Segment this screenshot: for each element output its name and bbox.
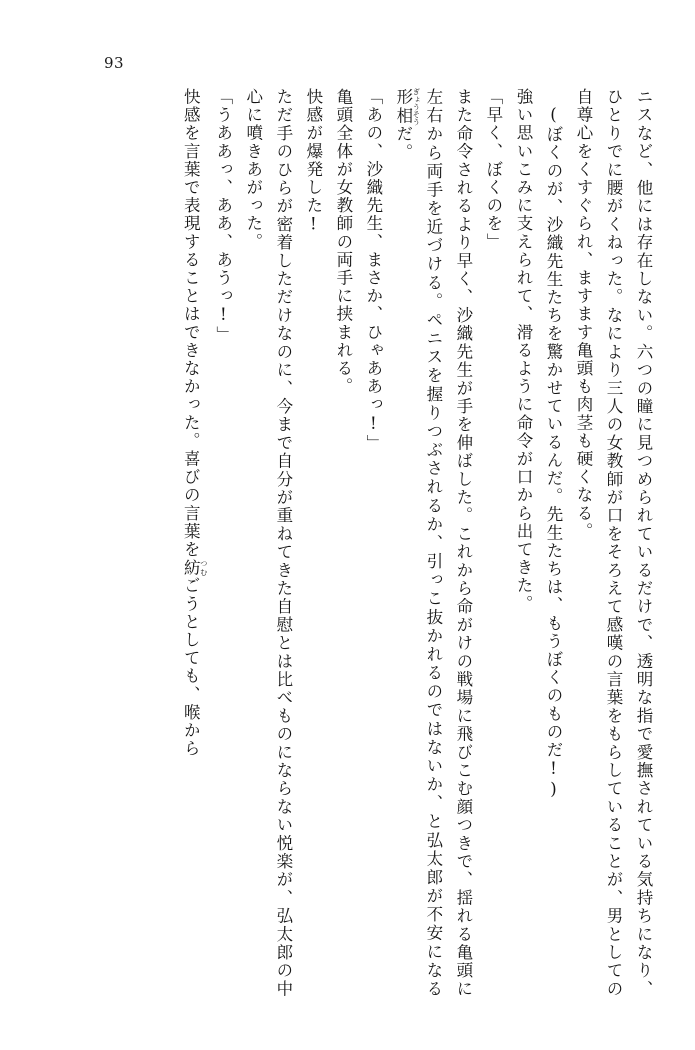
paragraph: 強い思いこみに支えられて、滑るように命令が口から出てきた。 [513,88,533,613]
page-body-text [40,88,658,998]
ruby-annotation: 紡 つむ [181,558,209,577]
paragraph: (ぼくのが、沙織先生たちを驚かせているんだ。先生たちは、もうぼくのものだ!) [543,104,563,800]
paragraph: 亀頭全体が女教師の両手に挟まれる。 [333,88,353,396]
paragraph-with-ruby: また命令されるより早く、沙織先生が手を伸ばした。これから命がけの戦場に飛びこむ顔つきで、揺れる亀頭に左右から両手を近づける。ペニスを握りつぶされるか、引っこ抜かれるのではないか、と弘太郎が不安になる形相 ぎょうそうだ。 [393,88,473,998]
ruby-annotation: 形相 ぎょうそう [393,88,421,126]
paragraph: 「うああっ、ああ、あうっ!」 [213,88,233,344]
page-number: 93 [104,54,125,72]
paragraph: ニスなど、他には存在しない。六つの瞳に見つめられているだけで、透明な指で愛撫されている気持ちになり、ひとりでに腰がくねった。なにより三人の女教師が口をそろえて感嘆の言葉をもらしていることが、男としての自尊心をくすぐられ、ますます亀頭も肉茎も硬くなる。 [573,88,653,998]
paragraph: 快感が爆発した! [303,88,323,236]
paragraph-with-ruby: 快感を言葉で表現することはできなかった。喜びの言葉を紡 つむごうとしても、喉から [181,88,209,758]
paragraph: ただ手のひらが密着しただけなのに、今まで自分が重ねてきた自慰とは比べものにならない悦楽が、弘太郎の中心に噴きあがった。 [243,88,293,998]
paragraph: 「早く、ぼくのを」 [483,88,503,251]
paragraph: 「あの、沙織先生、まさか、ひゃああっ!」 [363,88,383,453]
